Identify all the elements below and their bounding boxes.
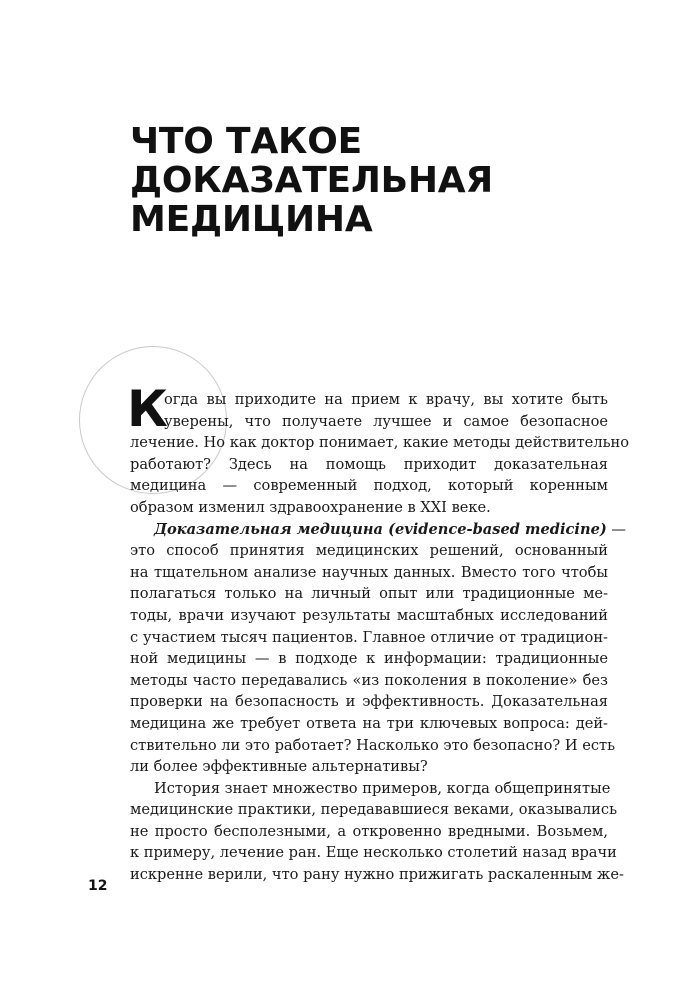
definition-term: Доказательная медицина (evidence-based medicine) [154,520,607,538]
body-text [127,380,630,886]
text-line: проверки на безопасность и эффективность. Доказательная [130,693,608,711]
page-number: 12 [88,878,108,894]
text-line: не просто бесполезными, а откровенно вредными. Возьмем, [130,822,608,840]
intro-paragraph [127,380,630,519]
term-dash: — [606,520,626,538]
text-line: ствительно ли это работает? Насколько это безопасно? И есть [130,736,616,754]
text-line: медицина — современный подход, который коренным [130,477,608,495]
chapter-title-line: ЧТО ТАКОЕ [130,121,363,162]
text-line: лечение. Но как доктор понимает, какие методы действительно [130,434,630,452]
drop-cap: К [127,380,168,438]
chapter-title [130,122,493,239]
text-line: полагаться только на личный опыт или традиционные ме- [130,585,608,603]
text-line [130,519,626,541]
text-line: ной медицины — в подходе к информации: традиционные [130,650,608,668]
text-line: методы часто передавались «из поколения в поколение» без [130,671,608,689]
text-line: к примеру, лечение ран. Еще несколько столетий назад врачи [130,844,617,862]
text-line: на тщательном анализе научных данных. Вместо того чтобы [130,563,608,581]
text-line: с участием тысяч пациентов. Главное отличие от традицион- [130,628,608,646]
history-paragraph [130,778,624,886]
text-line: медицинские практики, передававшиеся веками, оказывались [130,801,618,819]
text-line: ли более эффективные альтернативы? [130,758,428,776]
text-line: уверены, что получаете лучшее и самое безопасное [164,412,608,430]
chapter-title-line: ДОКАЗАТЕЛЬНАЯ [130,160,493,201]
text-line: тоды, врачи изучают результаты масштабных исследований [130,606,608,624]
text-line: образом изменил здравоохранение в XXI веке. [130,498,491,516]
text-line: огда вы приходите на прием к врачу, вы хотите быть [164,391,608,408]
text-line: это способ принятия медицинских решений, основанный [130,542,608,560]
definition-paragraph [130,519,626,778]
text-line: искренне верили, что рану нужно прижигать раскаленным же- [130,866,624,884]
text-line: История знает множество примеров, когда общепринятые [154,779,611,797]
text-line: работают? Здесь на помощь приходит доказательная [130,455,608,473]
chapter-title-line: МЕДИЦИНА [130,199,373,240]
text-line: медицина же требует ответа на три ключевых вопроса: дей- [130,714,608,732]
